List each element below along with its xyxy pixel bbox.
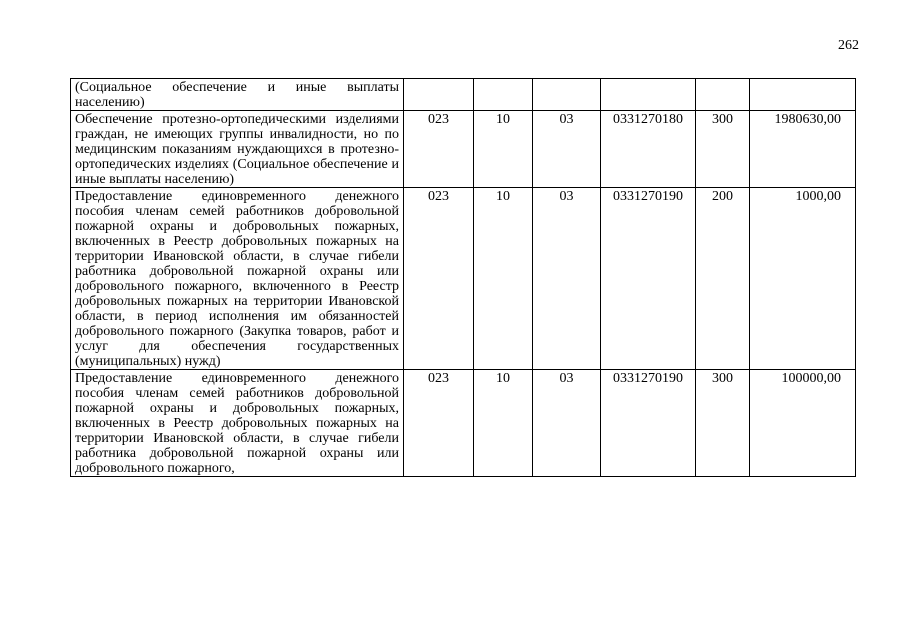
- budget-table: [70, 78, 856, 477]
- row-section-code: [474, 79, 533, 111]
- row-amount: 100000,00: [750, 370, 856, 477]
- row-expense-type: 200: [696, 188, 750, 370]
- row-description: Предоставление единовременного денежного пособия членам семей работников добровольной пожарной охраны и добровольных пожарных, включенных в Реестр добровольных пожарных на территории Ивановской области, в случае гибели работника добровольной пожарной охраны или добровольного пожарного,: [71, 370, 404, 477]
- row-target-code: 0331270190: [601, 370, 696, 477]
- row-expense-type: [696, 79, 750, 111]
- row-target-code: 0331270180: [601, 111, 696, 188]
- row-admin-code: 023: [404, 188, 474, 370]
- row-amount: [750, 79, 856, 111]
- page-number: 262: [838, 38, 859, 53]
- row-admin-code: 023: [404, 111, 474, 188]
- row-amount: 1000,00: [750, 188, 856, 370]
- row-admin-code: 023: [404, 370, 474, 477]
- table-row: [71, 79, 856, 111]
- table-row: [71, 370, 856, 477]
- row-expense-type: 300: [696, 370, 750, 477]
- row-subsection-code: [533, 79, 601, 111]
- row-description: Предоставление единовременного денежного пособия членам семей работников добровольной пожарной охраны и добровольных пожарных, включенных в Реестр добровольных пожарных на территории Ивановской области, в случае гибели работника добровольной пожарной охраны или добровольного пожарного, включенного в Реестр добровольных пожарных на территории Ивановской области, в период исполнения им обязанностей добровольного пожарного (Закупка товаров, работ и услуг для обеспечения государственных (муниципальных) нужд): [71, 188, 404, 370]
- row-expense-type: 300: [696, 111, 750, 188]
- row-subsection-code: 03: [533, 188, 601, 370]
- row-subsection-code: 03: [533, 111, 601, 188]
- row-subsection-code: 03: [533, 370, 601, 477]
- row-amount: 1980630,00: [750, 111, 856, 188]
- table-row: [71, 188, 856, 370]
- row-section-code: 10: [474, 370, 533, 477]
- row-description: (Социальное обеспечение и иные выплаты населению): [71, 79, 404, 111]
- table-row: [71, 111, 856, 188]
- row-target-code: 0331270190: [601, 188, 696, 370]
- row-section-code: 10: [474, 111, 533, 188]
- row-description: Обеспечение протезно-ортопедическими изделиями граждан, не имеющих группы инвалидности, но по медицинским показаниям нуждающихся в протезно-ортопедических изделиях (Социальное обеспечение и иные выплаты населению): [71, 111, 404, 188]
- row-section-code: 10: [474, 188, 533, 370]
- row-target-code: [601, 79, 696, 111]
- row-admin-code: [404, 79, 474, 111]
